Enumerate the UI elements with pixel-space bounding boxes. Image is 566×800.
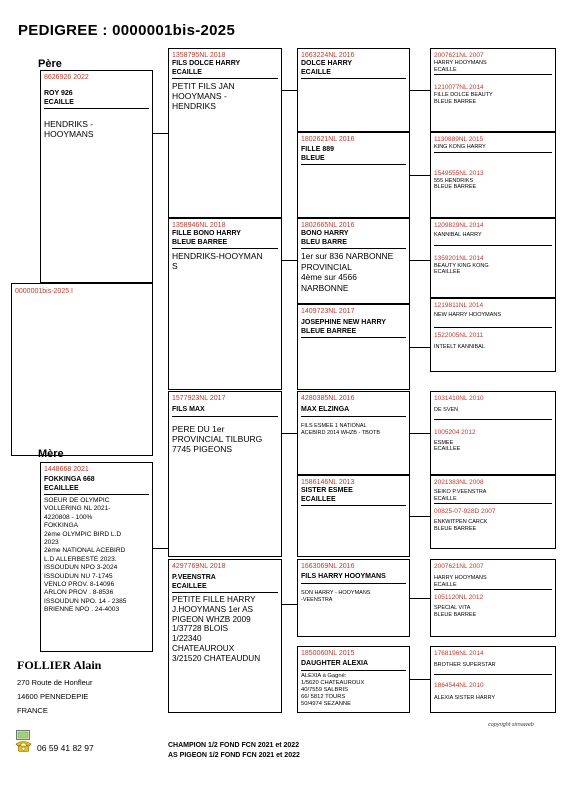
g2-separator [172,416,278,417]
g2-box-2 [168,218,282,390]
g4-separator [434,152,552,153]
connector [282,604,297,605]
g4-ring: 1031410NL 2010 [434,395,484,402]
g3-ring: 1802665NL 2016 [301,222,355,229]
g4-separator [434,74,552,75]
g4-box-1 [430,48,556,132]
owner-phone: 06 59 41 82 97 [37,743,94,753]
g4-ring: 1130889NL 2015 [434,136,484,143]
g4-separator [434,589,552,590]
connector [282,90,297,91]
connector [410,90,430,91]
mere-label: Mère [38,448,64,460]
g4-separator [434,503,552,504]
dam-info: SOEUR DE OLYMPIC VOLLERING NL 2021- 4220808 - 100% FOKKINGA 2ème OLYMPIC BIRD L.D 2023 2ème NATIONAL ACEBIRD L.D ALLERBESTE 2023. ISSOUDUN NPO 3-2024 ISSOUDUN NU 7-1745 VENLO PROV. 8-14096 ARLON PROV . 8-8536 ISSOUDUN NPO. 14 - 2385 BRIENNE NPO . 24-4003 [44,497,127,614]
g2-separator [172,248,278,249]
g4-ring: 1219811NL 2014 [434,302,484,309]
g3-ring: 1663069NL 2016 [301,563,355,570]
sire-separator [44,108,149,109]
owner-address: 270 Route de Honfleur [17,678,93,687]
g4-ring: 2021383NL 2008 [434,479,484,486]
g4-name: FILLE DOLCE BEAUTY BLEUE BARREE [434,92,493,105]
mail-icon [16,727,30,737]
g3-box-3 [297,218,410,304]
g3-box-1 [297,48,410,132]
connector [410,175,430,176]
g2-info: PERE DU 1er PROVINCIAL TILBURG 7745 PIGEONS [172,423,263,454]
g3-separator [301,248,406,249]
connector [410,260,430,261]
footer-line-2: AS PIGEON 1/2 FOND FCN 2021 et 2022 [168,752,300,759]
g4-ring: 1768196NL 2014 [434,650,484,657]
g3-separator [301,78,406,79]
sire-name: ROY 926 ECAILLE [44,90,74,106]
g2-ring: 1358946NL 2018 [172,222,226,229]
dam-ring: 1448668 2021 [44,466,89,473]
g3-name: MAX ELZINGA [301,406,350,413]
g3-ring: 4280385NL 2016 [301,395,355,402]
sire-box [40,70,153,283]
g3-ring: 1409723NL 2017 [301,308,355,315]
g2-info: HENDRIKS-HOOYMAN S [172,251,263,271]
g4-box-8 [430,646,556,713]
g4-ring: 1210077NL 2014 [434,84,484,91]
g4-box-2 [430,132,556,218]
g3-separator [301,416,406,417]
g4-ring: 1209829NL 2014 [434,222,484,229]
g3-info: ALEXIA à Gagné: 1/5620 CHATEAUROUX 40/7559 SALBRIS 66/ 5812 TOURS 50/4974 SEZANNE [301,672,365,707]
g4-ring: 1359201NL 2014 [434,254,484,262]
g4-name: KING KONG HARRY [434,144,486,150]
g4-box-7 [430,559,556,637]
g4-name: INTEELT KANNIBAL [434,343,485,350]
g3-box-4 [297,304,410,390]
g3-ring: 1850060NL 2015 [301,650,355,657]
copyright: copyright sirnaweb [488,722,534,728]
sire-info: HENDRIKS - HOOYMANS [44,119,94,139]
g4-box-6 [430,475,556,549]
g3-name: BONO HARRY BLEU BARRE [301,230,349,246]
g2-box-1 [168,48,282,218]
g2-ring: 4297769NL 2018 [172,563,226,570]
g3-info: SON HARRY - HOOYMANS -VEENSTRA [301,589,371,603]
g4-ring: 2007621NL 2007 [434,52,484,59]
g4-name: SEIKO P.VEENSTRA ECAILLE [434,489,487,502]
pere-label: Père [38,58,62,70]
g4-ring: 00825-07-928D 2007 [434,508,496,515]
connector [153,133,168,134]
connector [410,679,430,680]
connector [282,260,297,261]
phone-icon [15,739,32,751]
g4-box-4 [430,298,556,372]
g4-ring: 1005204 2012 [434,428,476,436]
g4-name: KANNIBAL HARRY [434,232,482,238]
g4-name: NEW HARRY HOOYMANS [434,312,502,318]
page-title: PEDIGREE : 0000001bis-2025 [18,22,236,39]
dam-separator [44,494,149,495]
g2-separator [172,78,278,79]
subject-ring: 0000001bis-2025 I [15,288,73,295]
g3-ring: 1802621NL 2016 [301,136,355,143]
g3-info: 1er sur 836 NARBONNE PROVINCIAL 4ème sur 4566 NARBONNE [301,251,394,293]
g3-separator [301,670,406,671]
g4-name: ENKWITPEN CARCK BLEUE BARREE [434,519,488,532]
g4-name: DE SVEN [434,407,459,413]
g4-name: ESMEE ECAILLEE [434,439,461,452]
owner-name: FOLLIER Alain [17,658,102,672]
g4-ring: 1522005NL 2011 [434,331,484,339]
g4-name: SPECIAL VITA BLEUE BARREE [434,605,477,618]
g2-name: FILLE BONO HARRY BLEUE BARREE [172,230,241,246]
dam-name: FOKKINGA 668 ECAILLEE [44,476,95,492]
g4-separator [434,674,552,675]
g4-separator [434,419,552,420]
g4-ring: 1549555NL 2013 [434,169,484,177]
g2-name: FILS DOLCE HARRY ECAILLE [172,60,241,76]
g3-ring: 1663224NL 2016 [301,52,355,59]
g4-separator [434,327,552,328]
g3-name: DOLCE HARRY ECAILLE [301,60,353,76]
g3-name: FILS HARRY HOOYMANS [301,573,386,580]
g3-separator [301,583,406,584]
owner-city: 14600 PENNEDEPIE [17,692,89,701]
connector [153,548,168,549]
g4-ring: 1051120NL 2012 [434,594,484,601]
g2-ring: 1577923NL 2017 [172,395,226,402]
g3-name: SISTER ESMEE ECAILLEE [301,487,353,503]
g3-separator [301,337,406,338]
g4-box-3 [430,218,556,298]
g3-ring: 1586146NL 2013 [301,479,355,486]
footer-line-1: CHAMPION 1/2 FOND FCN 2021 et 2022 [168,742,300,749]
connector [410,516,430,517]
connector [410,347,430,348]
dam-box [40,462,153,652]
sire-ring: 8626926 2022 [44,74,89,81]
owner-country: FRANCE [17,706,48,715]
g4-name: ALEXIA SISTER HARRY [434,694,496,701]
g4-name: 555 HENDRIKS BLEUE BARREE [434,177,477,190]
g4-name: BROTHER SUPERSTAR [434,662,496,668]
g2-box-4 [168,559,282,713]
g3-box-8 [297,646,410,713]
g2-ring: 1358795NL 2018 [172,52,226,59]
connector [410,598,430,599]
g3-box-6 [297,475,410,557]
g3-separator [301,164,406,165]
g3-box-7 [297,559,410,637]
g2-name: P.VEENSTRA ECAILLEE [172,574,216,590]
g4-ring: 2007621NL 2007 [434,563,484,570]
connector [410,433,430,434]
g2-separator [172,592,278,593]
g3-name: DAUGHTER ALEXIA [301,660,369,667]
g2-name: FILS MAX [172,406,205,413]
g2-info: PETITE FILLE HARRY J.HOOYMANS 1er AS PIGEON WHZB 2009 1/37728 BLOIS 1/22340 CHATEAUROUX 3/21520 CHATEAUDUN [172,595,261,663]
g4-box-5 [430,391,556,475]
subject-box [11,283,153,456]
g3-name: JOSEPHINE NEW HARRY BLEUE BARREE [301,319,386,335]
g3-name: FILLE 889 BLEUE [301,146,335,162]
g4-separator [434,245,552,246]
g4-name: HARRY HOOYMANS ECAILLE [434,575,487,588]
g3-info: FILS ESMEE 1 NATIONAL ACEBIRD 2014 WHZB - TBOTB [301,422,381,436]
connector [282,433,297,434]
g4-name: HARRY HOOYMANS ECAILLE [434,60,487,73]
g3-box-2 [297,132,410,218]
g3-box-5 [297,391,410,475]
g2-info: PETIT FILS JAN HOOYMANS - HENDRIKS [172,81,235,111]
g2-box-3 [168,391,282,557]
g4-name: BEAUTY KING KONG ECAILLEE [434,262,489,275]
g3-separator [301,505,406,506]
g4-ring: 1864544NL 2010 [434,681,484,689]
